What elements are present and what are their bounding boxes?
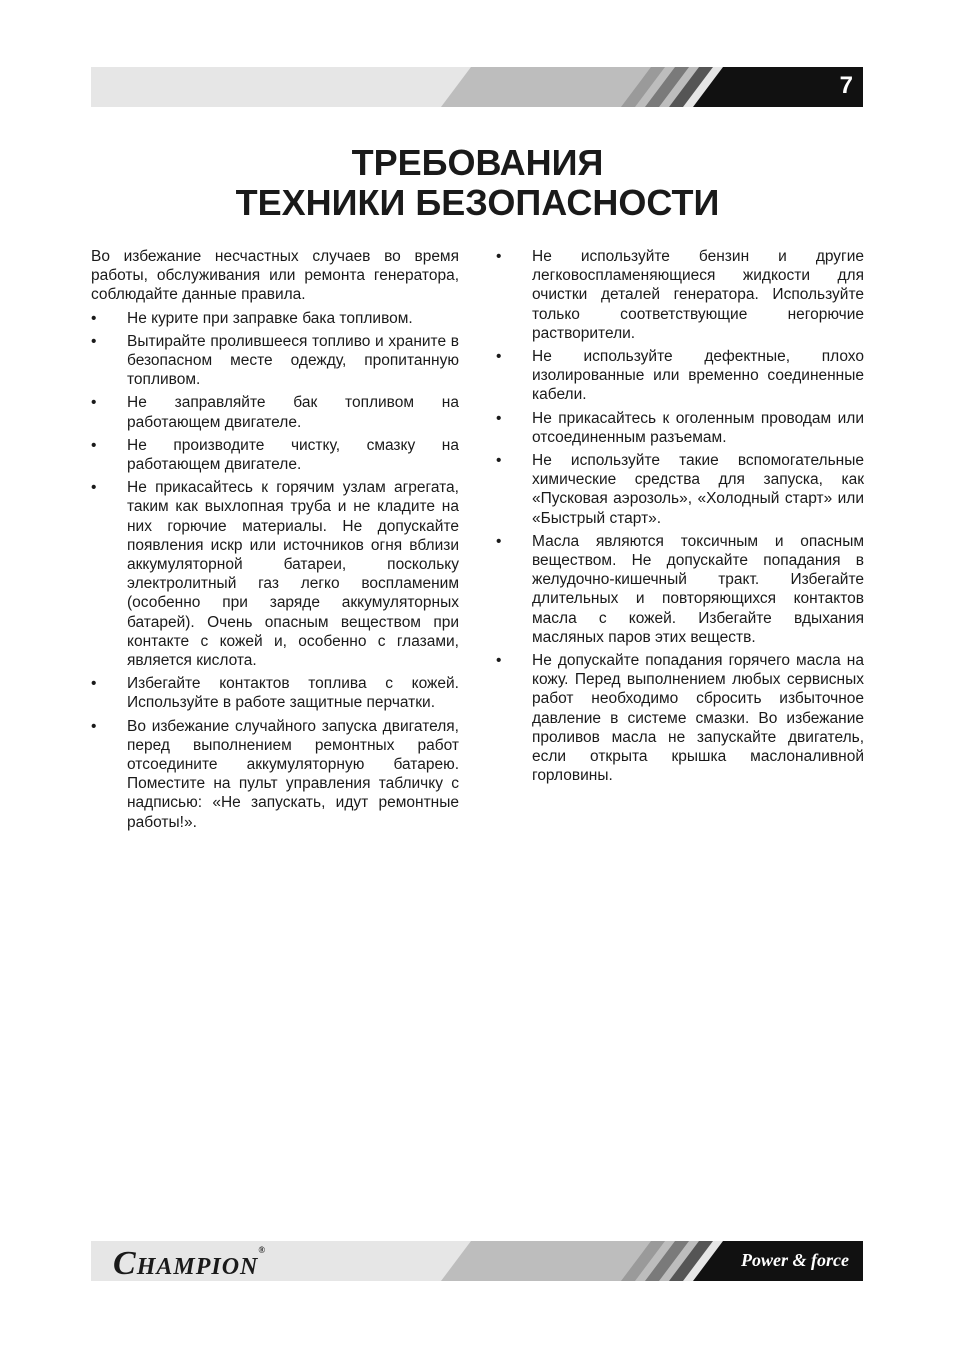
champion-logo: CHAMPION®: [113, 1245, 267, 1282]
list-item: • Не прикасайтесь к оголенным проводам или отсоединенным разъемам.: [496, 409, 864, 447]
footer-band: [91, 1241, 863, 1281]
page-title: [0, 143, 955, 223]
list-item: • Не используйте дефектные, плохо изолированные или временно соединенные кабели.: [496, 347, 864, 405]
page-number: 7: [839, 72, 853, 99]
list-item: • Не используйте бензин и другие легковоспламеняющиеся жидкости для очистки деталей генератора. Используйте только соответствующие негорючие растворители.: [496, 247, 864, 343]
list-item: • Вытирайте пролившееся топливо и храните в безопасном месте одежду, пропитанную топливом.: [91, 332, 459, 390]
right-rules-list: [496, 247, 864, 785]
list-item: • Не прикасайтесь к горячим узлам агрегата, таким как выхлопная труба и не кладите на них горючие материалы. Не допускайте появления искр или источников огня вблизи аккумуляторной батареи, поскольку электролитный газ легко воспламеним (особенно при заряде аккумуляторных батарей). Очень опасным веществом при контакте с кожей и, особенно с глазами, является кислота.: [91, 478, 459, 670]
left-rules-list: [91, 309, 459, 832]
list-item: • Не производите чистку, смазку на работающем двигателе.: [91, 436, 459, 474]
title-line-2: ТЕХНИКИ БЕЗОПАСНОСТИ: [235, 182, 720, 223]
intro-paragraph: Во избежание несчастных случаев во время работы, обслуживания или ремонта генератора, соблюдайте данные правила.: [91, 248, 459, 304]
list-item: • Не используйте такие вспомогательные химические средства для запуска, как «Пусковая аэрозоль», «Холодный старт» или «Быстрый старт».: [496, 451, 864, 528]
header-band-graphic: [91, 67, 863, 107]
list-item: • Избегайте контактов топлива с кожей. Используйте в работе защитные перчатки.: [91, 674, 459, 712]
header-band: [91, 67, 863, 107]
list-item: • Не допускайте попадания горячего масла на кожу. Перед выполнением любых сервисных работ необходимо сбросить избыточное давление в системе смазки. Во избежание проливов масла не запускайте двигатель, если открыта крышка маслоналивной горловины.: [496, 651, 864, 785]
list-item: • Во избежание случайного запуска двигателя, перед выполнением ремонтных работ отсоедините аккумуляторную батарею. Поместите на пульт управления табличку с надписью: «Не запускать, идут ремонтные работы!».: [91, 717, 459, 832]
right-column: [496, 247, 864, 789]
list-item: • Масла являются токсичным и опасным веществом. Не допускайте попадания в желудочно-кишечный тракт. Избегайте длительных и повторяющихся контактов масла с кожей. Избегайте вдыхания масляных паров этих веществ.: [496, 532, 864, 647]
slogan: Power & force: [741, 1250, 849, 1270]
title-line-1: ТРЕБОВАНИЯ: [351, 142, 604, 183]
list-item: • Не курите при заправке бака топливом.: [91, 309, 459, 328]
left-column: [91, 247, 459, 836]
list-item: • Не заправляйте бак топливом на работающем двигателе.: [91, 393, 459, 431]
